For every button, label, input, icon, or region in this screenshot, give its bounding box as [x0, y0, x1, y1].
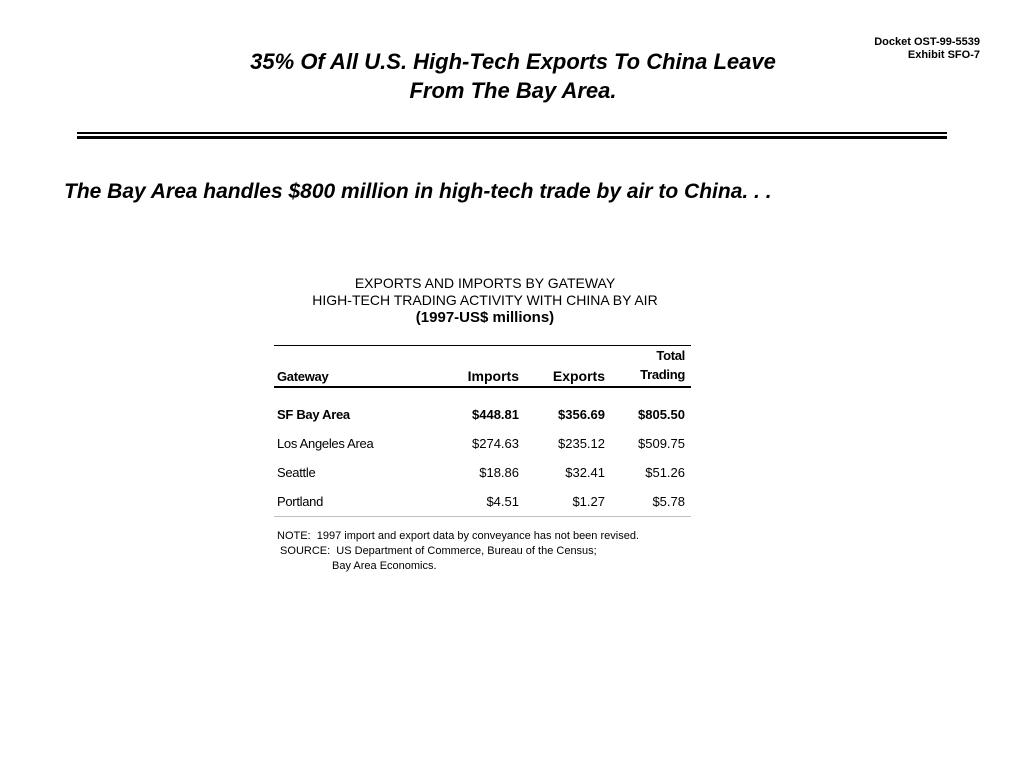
table-spacer: [274, 387, 691, 400]
table-row: [274, 400, 691, 429]
title-divider-bottom: [77, 136, 947, 139]
table-heading: [270, 275, 700, 326]
column-header-gateway: Gateway: [274, 346, 439, 388]
cell-exports: $32.41: [565, 465, 605, 480]
cell-imports: $4.51: [439, 487, 525, 517]
column-header-total-line-2: Trading: [640, 367, 685, 382]
cell-total: $5.78: [611, 487, 691, 517]
table-notes: [277, 529, 639, 574]
column-header-total-line-1: Total: [656, 348, 685, 363]
cell-total: $509.75: [638, 436, 685, 451]
cell-gateway: SF Bay Area: [277, 407, 350, 422]
title-divider-top: [77, 132, 947, 134]
note-text: NOTE: 1997 import and export data by conveyance has not been revised.: [277, 530, 639, 542]
table-row: [274, 458, 691, 487]
docket-label: [874, 36, 980, 62]
table-row: [274, 487, 691, 517]
column-header-imports: Imports: [439, 346, 525, 388]
cell-imports: $274.63: [472, 436, 519, 451]
table-heading-line-2: HIGH-TECH TRADING ACTIVITY WITH CHINA BY AIR: [312, 292, 658, 308]
cell-total: $51.26: [645, 465, 685, 480]
cell-exports: $235.12: [558, 436, 605, 451]
tagline: The Bay Area handles $800 million in high-tech trade by air to China. . .: [64, 180, 772, 203]
source-text: SOURCE: US Department of Commerce, Bureau of the Census;: [277, 545, 597, 557]
column-header-exports: Exports: [525, 346, 611, 388]
source-text-continued: Bay Area Economics.: [277, 560, 437, 572]
cell-total: $805.50: [638, 407, 685, 422]
gateway-table: [274, 345, 691, 517]
cell-imports: $18.86: [479, 465, 519, 480]
cell-exports: $1.27: [525, 487, 611, 517]
table-row: [274, 429, 691, 458]
cell-gateway: Portland: [274, 487, 439, 517]
table-header-row: [274, 346, 691, 388]
column-header-total-trading: [611, 346, 691, 388]
cell-exports: $356.69: [558, 407, 605, 422]
page-title: [150, 47, 876, 105]
cell-gateway: Los Angeles Area: [277, 436, 374, 451]
cell-gateway: Seattle: [277, 465, 316, 480]
exhibit-number: Exhibit SFO-7: [907, 49, 980, 61]
table-heading-units: (1997-US$ millions): [415, 309, 555, 326]
cell-imports: $448.81: [472, 407, 519, 422]
page-title-line-2: From The Bay Area.: [409, 78, 617, 103]
page-title-line-1: 35% Of All U.S. High-Tech Exports To China Leave: [250, 49, 776, 74]
docket-number: Docket OST-99-5539: [874, 36, 980, 48]
table-heading-line-1: EXPORTS AND IMPORTS BY GATEWAY: [354, 275, 616, 291]
